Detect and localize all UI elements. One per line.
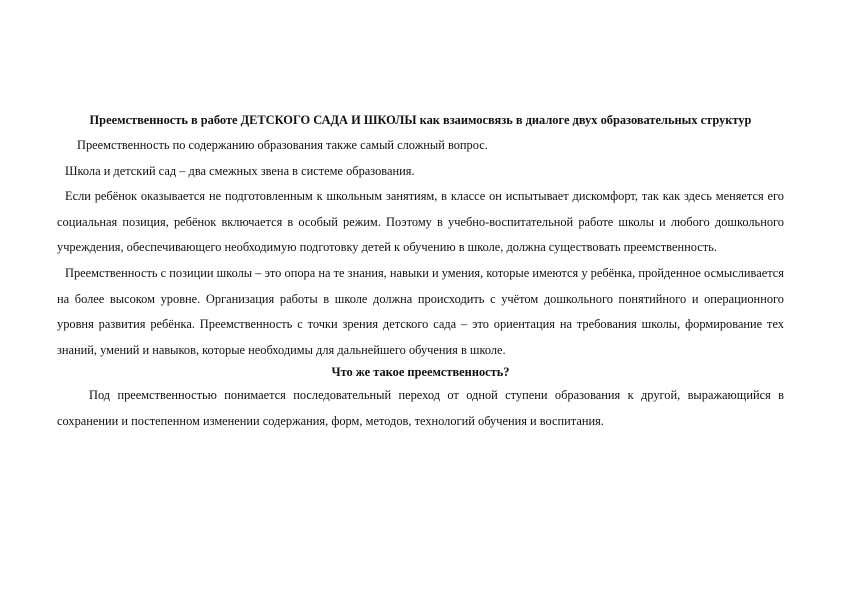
paragraph-unprepared-child: Если ребёнок оказывается не подготовленным к школьным занятиям, в классе он испытывает дискомфорт, так как здесь меняется его социальная позиция, ребёнок включается в особый режим. Поэтому в учебно-воспитательной работе школы и любого дошкольного учреждения, обеспечивающего необходимую подготовку детей к обучению в школе, должна существовать преемственность. [57, 189, 784, 255]
document-title: Преемственность в работе ДЕТСКОГО САДА И ШКОЛЫ как взаимосвязь в диалоге двух образовательных структур [89, 113, 752, 127]
paragraph-school-position: Преемственность с позиции школы – это опора на те знания, навыки и умения, которые имеются у ребёнка, пройденное осмысливается на более высоком уровне. Организация работы в школе должна происходить с учётом дошкольного понятийного и операционного уровня развития ребёнка. Преемственность с точки зрения детского сада – это ориентация на требования школы, формирование тех знаний, умений и навыков, которые необходимы для дальнейшего обучения в школе. [57, 265, 784, 357]
document-page [57, 108, 784, 435]
paragraph-school-kindergarten: Школа и детский сад – два смежных звена в системе образования. [65, 163, 415, 178]
paragraph-content-question: Преемственность по содержанию образования также самый сложный вопрос. [77, 138, 488, 152]
paragraph-definition: Под преемственностью понимается последовательный переход от одной ступени образования к другой, выражающийся в сохранении и постепенном изменении содержания, форм, методов, технологий обучения и воспитания. [57, 388, 784, 428]
section-subtitle: Что же такое преемственность? [331, 365, 510, 380]
